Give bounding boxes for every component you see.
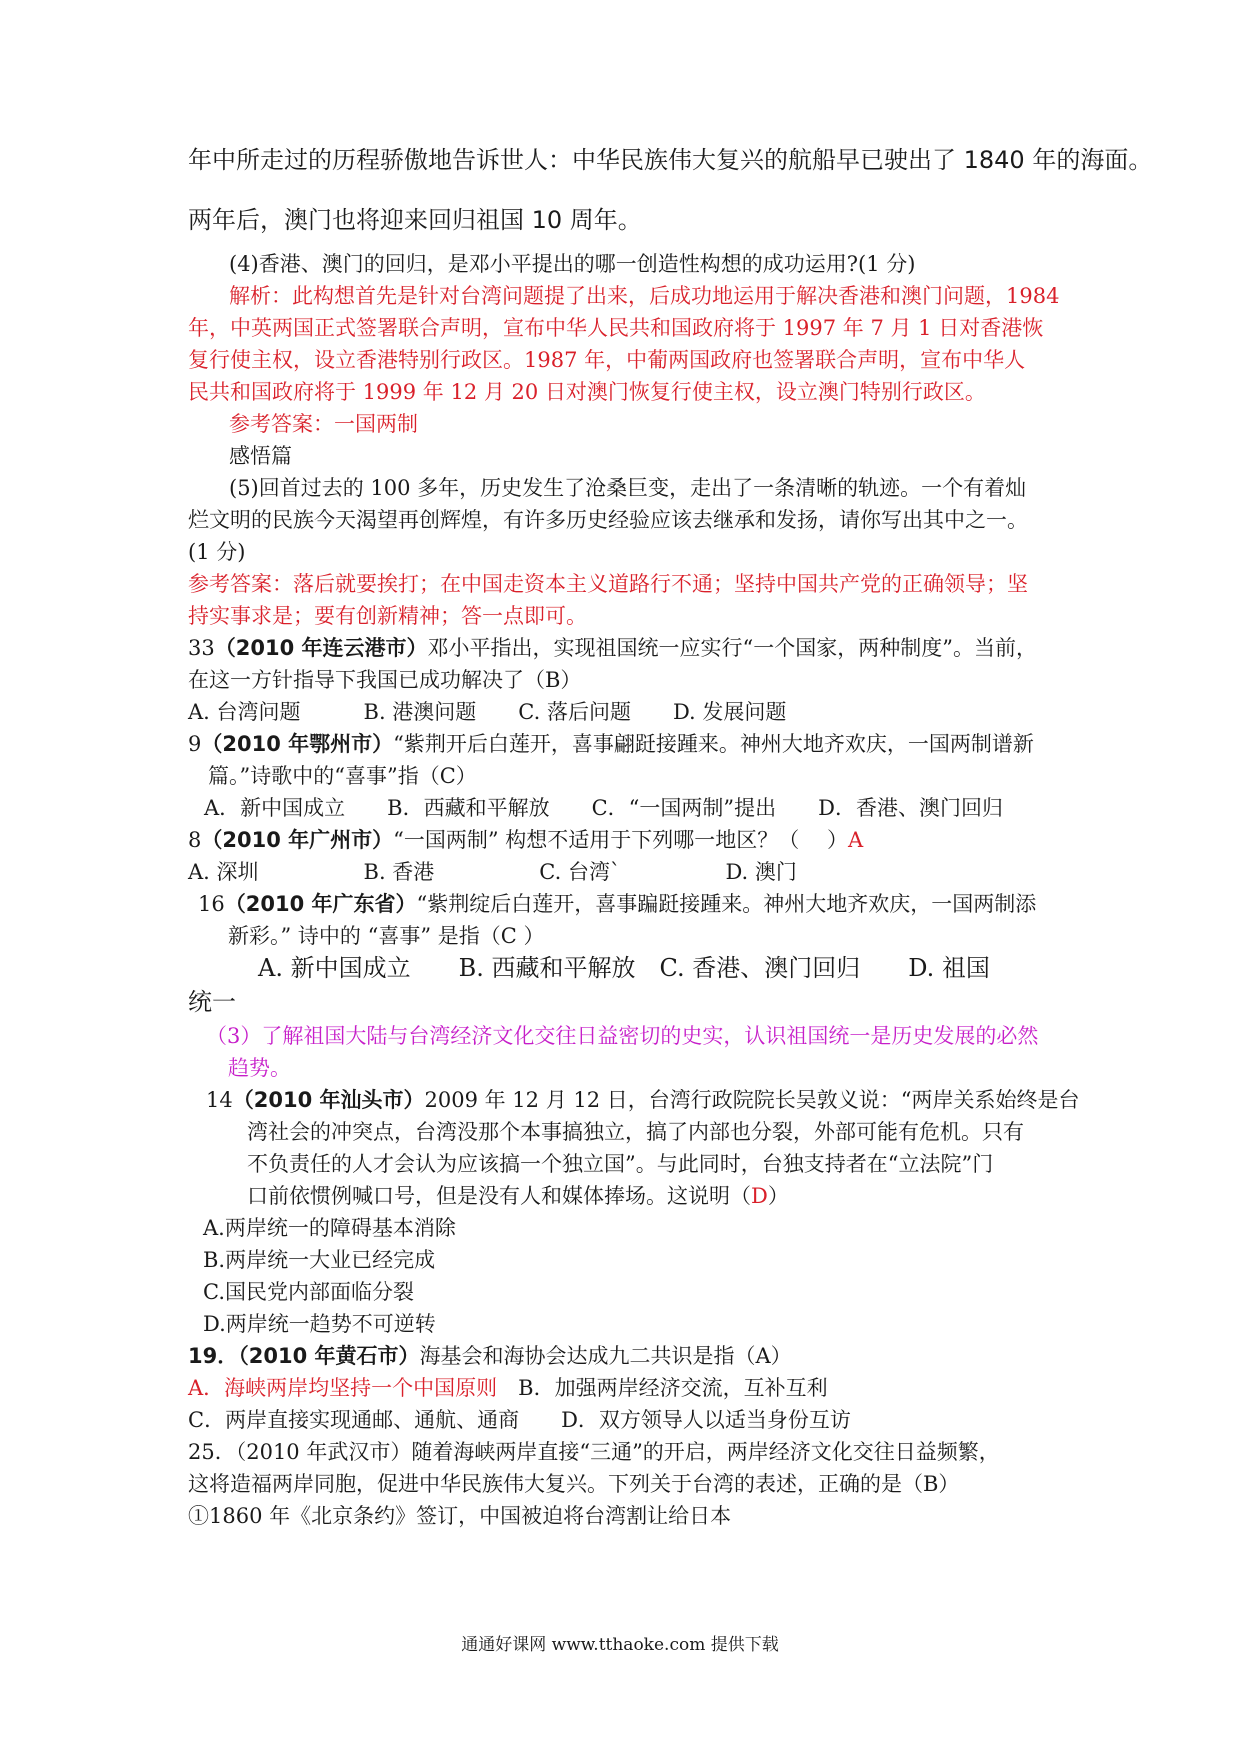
answer-mark: D <box>751 1184 768 1208</box>
question-source: （2010 年黄石市） <box>238 1344 420 1368</box>
question-source: （2010 年汕头市） <box>232 1088 425 1112</box>
answer-line: 参考答案：一国两制 <box>229 412 418 436</box>
option-c: C.国民党内部面临分裂 <box>203 1280 414 1304</box>
question-number: 16 <box>198 892 225 916</box>
section-heading: 感悟篇 <box>229 444 292 468</box>
text-line: 两年后，澳门也将迎来回归祖国 10 周年。 <box>188 206 642 234</box>
question-14: 不负责任的人才会认为应该搞一个独立国”。与此同时，台独支持者在“立法院”门 <box>247 1152 994 1176</box>
option-a: A.两岸统一的障碍基本消除 <box>203 1216 456 1240</box>
text-line: 年中所走过的历程骄傲地告诉世人：中华民族伟大复兴的航船早已驶出了 1840 年的海面。 <box>188 146 1153 174</box>
question-25: 25．（2010 年武汉市）随着海峡两岸直接“三通”的开启，两岸经济文化交往日益频繁， <box>188 1440 1000 1464</box>
question-text: ） <box>767 1184 789 1208</box>
question-33: 在这一方针指导下我国已成功解决了（B） <box>188 668 582 692</box>
question-source: （2010 年鄂州市） <box>201 732 394 756</box>
option-b: B.两岸统一大业已经完成 <box>203 1248 436 1272</box>
options-line: A. 新中国成立 B. 西藏和平解放 C. 香港、澳门回归 D. 祖国 <box>258 954 990 982</box>
options-line: A．新中国成立 B．西藏和平解放 C．“一国两制”提出 D．香港、澳门回归 <box>204 796 1003 820</box>
question-number: 9 <box>188 732 202 756</box>
answer-line: 参考答案：落后就要挨打；在中国走资本主义道路行不通；坚持中国共产党的正确领导；坚 <box>188 572 1028 596</box>
objective-line: 趋势。 <box>228 1056 291 1080</box>
analysis-line: 民共和国政府将于 1999 年 12 月 20 日对澳门恢复行使主权，设立澳门特别行政区。 <box>188 380 986 404</box>
analysis-line: 年，中英两国正式签署联合声明，宣布中华人民共和国政府将于 1997 年 7 月 1 日对香港恢 <box>188 316 1044 340</box>
question-source: （2010 年广州市） <box>201 828 394 852</box>
question-16 <box>198 888 1036 920</box>
question-text: 海基会和海协会达成九二共识是指（A） <box>419 1344 792 1368</box>
question-5: 烂文明的民族今天渴望再创辉煌，有许多历史经验应该去继承和发扬，请你写出其中之一。 <box>188 508 1028 532</box>
answer-mark: A <box>847 828 864 852</box>
question-25: ①1860 年《北京条约》签订，中国被迫将台湾割让给日本 <box>188 1504 732 1528</box>
question-9 <box>188 728 1034 760</box>
question-number: 33 <box>188 636 215 660</box>
question-33 <box>188 632 1037 664</box>
question-25: 这将造福两岸同胞，促进中华民族伟大复兴。下列关于台湾的表述，正确的是（B） <box>188 1472 960 1496</box>
options-line: 统一 <box>188 988 236 1016</box>
question-5: (5)回首过去的 100 多年，历史发生了沧桑巨变，走出了一条清晰的轨迹。一个有着灿 <box>229 476 1027 500</box>
question-5: (1 分) <box>188 540 246 564</box>
question-number: 14 <box>206 1088 233 1112</box>
options-line: A. 台湾问题 B. 港澳问题 C. 落后问题 D. 发展问题 <box>188 700 787 724</box>
options-line <box>188 1372 828 1404</box>
question-source: （2010 年广东省） <box>224 892 417 916</box>
question-text: “一国两制” 构想不适用于下列哪一地区？（ ） <box>393 828 848 852</box>
option-d: D.两岸统一趋势不可逆转 <box>203 1312 436 1336</box>
analysis-line: 复行使主权，设立香港特别行政区。1987 年，中葡两国政府也签署联合声明，宣布中华人 <box>188 348 1026 372</box>
objective-line: （3）了解祖国大陆与台湾经济文化交往日益密切的史实，认识祖国统一是历史发展的必然 <box>206 1024 1039 1048</box>
question-19 <box>188 1340 792 1372</box>
question-14: 湾社会的冲突点，台湾没那个本事搞独立，搞了内部也分裂，外部可能有危机。只有 <box>247 1120 1024 1144</box>
question-16: 新彩。” 诗中的 “喜事” 是指（C ） <box>228 924 545 948</box>
question-number: 8 <box>188 828 202 852</box>
question-number: 19． <box>188 1344 239 1368</box>
question-source: （2010 年连云港市） <box>214 636 428 660</box>
option-a: A．海峡两岸均坚持一个中国原则 <box>188 1376 498 1400</box>
question-text: 2009 年 12 月 12 日，台湾行政院院长吴敦义说：“两岸关系始终是台 <box>424 1088 1080 1112</box>
question-4: (4)香港、澳门的回归，是邓小平提出的哪一创造性构想的成功运用?(1 分) <box>229 252 916 276</box>
question-text: “紫荆开后白莲开，喜事翩跹接踵来。神州大地齐欢庆，一国两制谱新 <box>393 732 1034 756</box>
question-14 <box>206 1084 1080 1116</box>
option-b: B．加强两岸经济交流，互补互利 <box>497 1376 828 1400</box>
question-text: “紫荆绽后白莲开，喜事蹁跹接踵来。神州大地齐欢庆，一国两制添 <box>416 892 1037 916</box>
analysis-line: 解析：此构想首先是针对台湾问题提了出来，后成功地运用于解决香港和澳门问题，1984 <box>229 284 1060 308</box>
question-8 <box>188 824 863 856</box>
question-text: 口前依惯例喊口号，但是没有人和媒体捧场。这说明（ <box>247 1184 751 1208</box>
question-9: 篇。”诗歌中的“喜事”指（C） <box>208 764 477 788</box>
question-text: 邓小平指出，实现祖国统一应实行“一个国家，两种制度”。当前， <box>427 636 1037 660</box>
question-14 <box>247 1180 789 1212</box>
options-line: C．两岸直接实现通邮、通航、通商 D．双方领导人以适当身份互访 <box>188 1408 851 1432</box>
page-footer: 通通好课网 www.tthaoke.com 提供下载 <box>461 1635 779 1655</box>
options-line: A. 深圳 B. 香港 C. 台湾` D. 澳门 <box>188 860 797 884</box>
answer-line: 持实事求是；要有创新精神；答一点即可。 <box>188 604 587 628</box>
